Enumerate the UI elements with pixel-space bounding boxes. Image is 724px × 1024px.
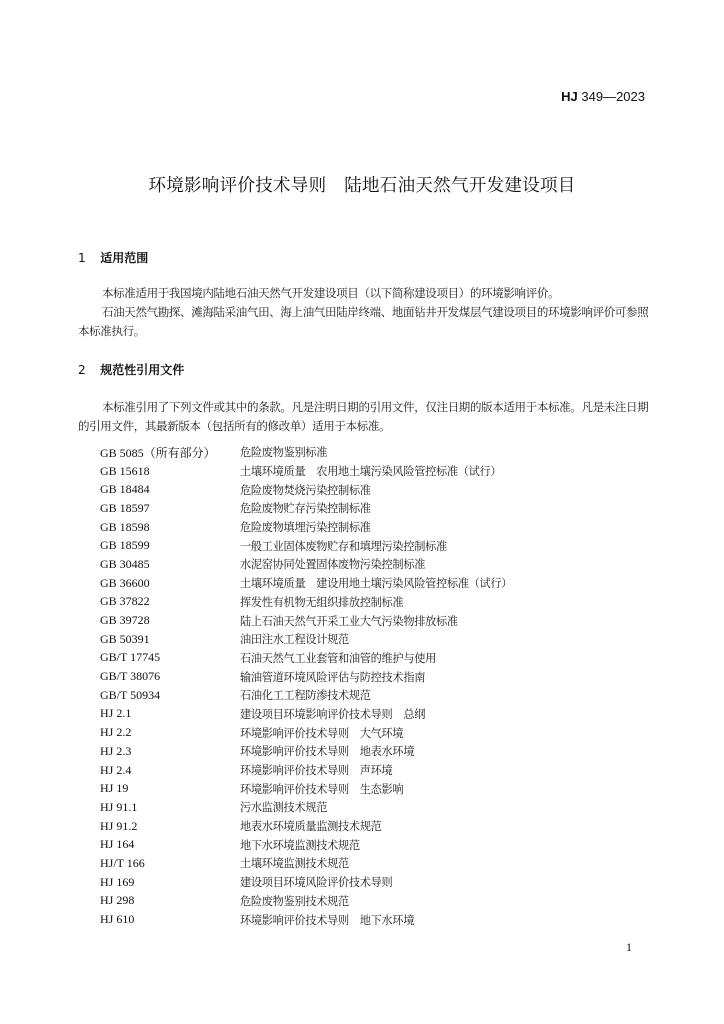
document-code-number: 349—2023 [581,89,645,104]
reference-row [100,686,660,705]
reference-code: HJ 610 [100,912,135,927]
reference-title: 土壤环境监测技术规范 [240,857,349,871]
reference-row [100,798,660,817]
reference-title: 油田注水工程设计规范 [240,633,349,647]
reference-row [100,817,660,836]
section-1-paragraph-2: 石油天然气勘探、滩海陆采油气田、海上油气田陆岸终端、地面钻井开发煤层气建设项目的环境影响评价可参照本标准执行。 [78,305,649,338]
section-2-title: 规范性引用文件 [100,363,185,377]
reference-code: HJ 91.2 [100,818,138,833]
reference-row [100,518,660,537]
reference-title: 陆上石油天然气开采工业大气污染物排放标准 [240,614,458,628]
reference-row [100,892,660,911]
reference-title: 石油天然气工业套管和油管的维护与使用 [240,651,436,665]
reference-title: 土壤环境质量 建设用地土壤污染风险管控标准（试行） [240,577,513,591]
reference-code: GB/T 50934 [100,687,161,702]
reference-row [100,611,660,630]
reference-row [100,742,660,761]
reference-row [100,854,660,873]
reference-code: GB 37822 [100,594,150,609]
section-2-heading [78,361,184,378]
reference-row [100,630,660,649]
reference-row [100,593,660,612]
reference-code: GB/T 38076 [100,669,161,684]
section-2-number: 2 [78,363,86,377]
reference-code: GB/T 17745 [100,650,161,665]
reference-code: HJ 19 [100,781,129,796]
reference-row [100,462,660,481]
reference-code: GB 36600 [100,575,150,590]
reference-code: GB 15618 [100,463,150,478]
reference-row [100,536,660,555]
reference-row [100,910,660,929]
reference-title: 污水监测技术规范 [240,801,328,815]
reference-title: 水泥窑协同处置固体废物污染控制标准 [240,558,426,572]
reference-code: GB 5085（所有部分） [100,445,216,460]
reference-title: 危险废物鉴别技术规范 [240,894,349,908]
reference-code: HJ/T 166 [100,855,145,870]
section-1-number: 1 [78,251,86,265]
reference-title: 地下水环境监测技术规范 [240,838,360,852]
reference-code: GB 18599 [100,538,150,553]
reference-code: HJ 2.1 [100,706,132,721]
document-code-prefix: HJ [561,89,578,104]
reference-title: 环境影响评价技术导则 大气环境 [240,726,404,740]
reference-title: 环境影响评价技术导则 地表水环境 [240,745,415,759]
reference-code: HJ 2.4 [100,762,132,777]
reference-row [100,873,660,892]
section-1-paragraph-1: 本标准适用于我国境内陆地石油天然气开发建设项目（以下简称建设项目）的环境影响评价。 [102,286,560,300]
reference-title: 危险废物贮存污染控制标准 [240,502,371,516]
reference-row [100,574,660,593]
reference-row [100,480,660,499]
reference-code: HJ 2.2 [100,725,132,740]
reference-title: 一般工业固体废物贮存和填埋污染控制标准 [240,539,447,553]
reference-title: 危险废物填埋污染控制标准 [240,521,371,535]
page-number: 1 [626,940,632,954]
reference-row [100,499,660,518]
reference-row [100,443,660,462]
reference-code: GB 18598 [100,519,150,534]
reference-title: 建设项目环境影响评价技术导则 总纲 [240,707,426,721]
reference-title: 危险废物鉴别标准 [240,446,328,460]
reference-code: HJ 169 [100,874,135,889]
section-1-heading [78,249,148,266]
reference-code: GB 30485 [100,556,150,571]
reference-title: 土壤环境质量 农用地土壤污染风险管控标准（试行） [240,465,502,479]
section-2-paragraph-1: 本标准引用了下列文件或其中的条款。凡是注明日期的引用文件，仅注日期的版本适用于本标准。凡是未注日期的引用文件，其最新版本（包括所有的修改单）适用于本标准。 [78,400,649,433]
document-title: 环境影响评价技术导则 陆地石油天然气开发建设项目 [148,176,576,196]
reference-title: 挥发性有机物无组织排放控制标准 [240,595,404,609]
reference-row [100,835,660,854]
reference-row [100,761,660,780]
reference-row [100,667,660,686]
document-code [561,89,645,104]
reference-row [100,705,660,724]
reference-row [100,723,660,742]
reference-title: 环境影响评价技术导则 生态影响 [240,782,404,796]
reference-row [100,555,660,574]
reference-code: HJ 91.1 [100,799,138,814]
reference-title: 石油化工工程防渗技术规范 [240,689,371,703]
reference-title: 地表水环境质量监测技术规范 [240,820,382,834]
reference-code: GB 18484 [100,482,150,497]
reference-title: 环境影响评价技术导则 地下水环境 [240,913,415,927]
reference-code: HJ 164 [100,837,135,852]
reference-row [100,649,660,668]
reference-code: HJ 298 [100,893,135,908]
reference-code: GB 50391 [100,631,150,646]
reference-title: 环境影响评价技术导则 声环境 [240,764,393,778]
normative-references-list [100,443,660,929]
reference-title: 输油管道环境风险评估与防控技术指南 [240,670,426,684]
reference-title: 建设项目环境风险评价技术导则 [240,876,393,890]
reference-code: GB 39728 [100,613,150,628]
section-1-title: 适用范围 [100,251,149,265]
reference-code: GB 18597 [100,500,150,515]
reference-title: 危险废物焚烧污染控制标准 [240,483,371,497]
reference-code: HJ 2.3 [100,743,132,758]
reference-row [100,779,660,798]
